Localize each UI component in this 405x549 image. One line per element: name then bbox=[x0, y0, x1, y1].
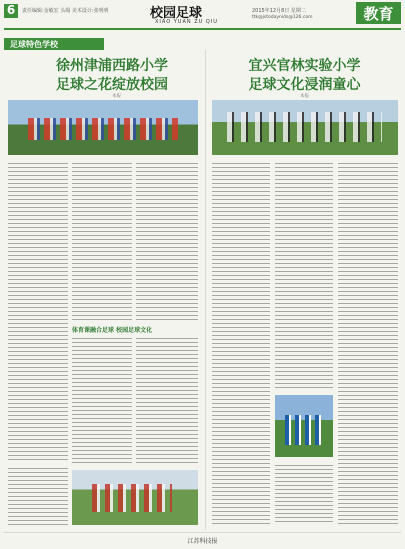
right-top-photo bbox=[212, 100, 398, 155]
left-text-col-2b bbox=[72, 335, 132, 465]
right-bottom-photo bbox=[275, 395, 333, 457]
page-number: 6 bbox=[6, 3, 16, 17]
right-headline-2: 足球文化浸润童心 bbox=[248, 77, 361, 93]
left-headline-1: 徐州津浦西路小学 bbox=[56, 58, 168, 74]
section-title: 校园足球 bbox=[150, 6, 203, 21]
left-text-col-3 bbox=[136, 160, 198, 320]
header-rule bbox=[4, 28, 401, 30]
column-tag: 足球特色学校 bbox=[10, 40, 58, 49]
right-text-col-3 bbox=[338, 160, 398, 525]
footer-publisher: 江苏科技报 bbox=[187, 538, 218, 545]
left-top-photo bbox=[8, 100, 198, 155]
left-byline: 本报 bbox=[112, 94, 121, 99]
left-headline-2: 足球之花绽放校园 bbox=[56, 77, 168, 93]
right-text-col-2b bbox=[275, 462, 333, 525]
header-info: 责任编辑:金敏宏 头缀 美术设计:张明明 bbox=[22, 8, 109, 14]
masthead: 教育 bbox=[363, 5, 394, 23]
left-text-col-2 bbox=[72, 160, 132, 320]
left-bottom-photo bbox=[72, 470, 198, 525]
left-text-col-1 bbox=[8, 160, 68, 460]
left-mid-heading: 体育课融合足球 校园足球文化 bbox=[72, 327, 153, 334]
right-text-col-2 bbox=[275, 160, 333, 390]
header-email: ttk@jstodaynids@126.com bbox=[252, 15, 313, 20]
date-line: 2015年12月8日 星期二 bbox=[252, 8, 306, 14]
left-text-col-1b bbox=[8, 465, 68, 525]
right-headline-1: 宜兴官林实验小学 bbox=[248, 58, 361, 74]
left-text-col-3b bbox=[136, 335, 198, 465]
section-pinyin: XIAO YUAN ZU QIU bbox=[155, 19, 218, 25]
right-text-col-1 bbox=[212, 160, 270, 525]
center-divider bbox=[205, 50, 206, 530]
footer-rule bbox=[4, 532, 401, 533]
right-byline: 本报 bbox=[300, 94, 309, 99]
